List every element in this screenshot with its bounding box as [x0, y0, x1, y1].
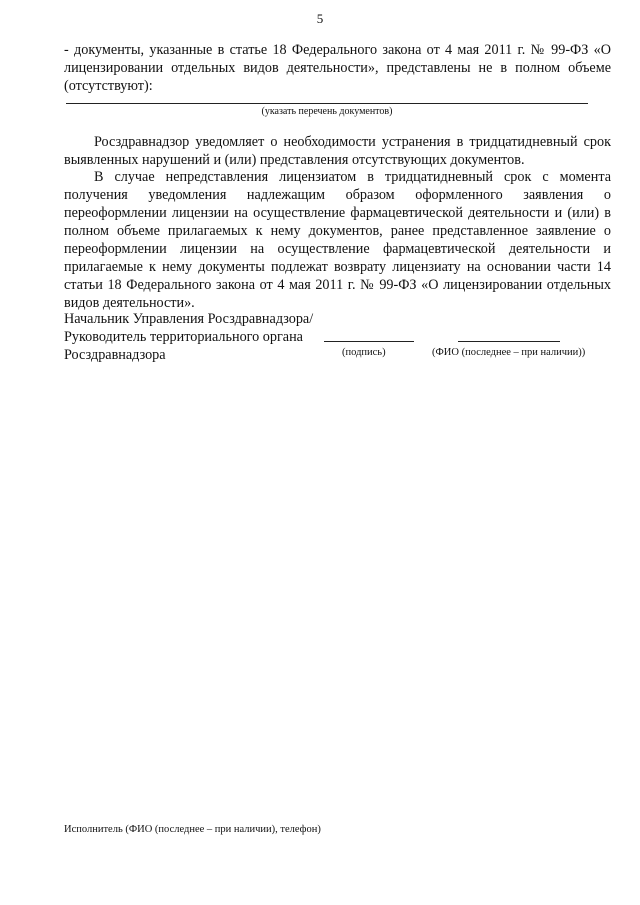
paragraph-return: В случае непредставления лицензиатом в тридцатидневный срок с момента получения уведомления надлежащим образом оформленного заявления о переоформлении лицензии на осуществление фармацевтической деятельности и (или) в полном объеме прилагаемых к нему документов, ранее представленное заявление о переоформлении лицензии на осуществление фармацевтической деятельности и прилагаемые к нему документы подлежат возврату лицензиату на основании части 14 статьи 18 Федерального закона от 4 мая 2011 г. № 99-ФЗ «О лицензировании отдельных видов деятельности». — [64, 169, 611, 311]
signature-caption: (подпись) — [342, 347, 386, 358]
signatory-title — [64, 310, 313, 364]
paragraph-notice: Росздравнадзор уведомляет о необходимости устранения в тридцатидневный срок выявленных нарушений и (или) представления отсутствующих документов. — [64, 134, 611, 168]
signature-line — [324, 341, 414, 342]
signatory-title-line-3: Росздравнадзора — [64, 347, 166, 363]
name-line — [458, 341, 560, 342]
document-list-fill-line — [66, 103, 588, 104]
paragraph-missing-documents: - документы, указанные в статье 18 Федерального закона от 4 мая 2011 г. № 99-ФЗ «О лицензировании отдельных видов деятельности», представлены не в полном объеме (отсутствуют): — [64, 42, 611, 94]
signatory-title-line-1: Начальник Управления Росздравнадзора/ — [64, 311, 314, 327]
signatory-title-line-2: Руководитель территориального органа — [64, 329, 303, 345]
page-number: 5 — [316, 11, 324, 26]
document-list-caption: (указать перечень документов) — [261, 106, 393, 117]
executor-footer: Исполнитель (ФИО (последнее – при наличии), телефон) — [64, 824, 321, 835]
name-caption: (ФИО (последнее – при наличии)) — [432, 347, 586, 358]
